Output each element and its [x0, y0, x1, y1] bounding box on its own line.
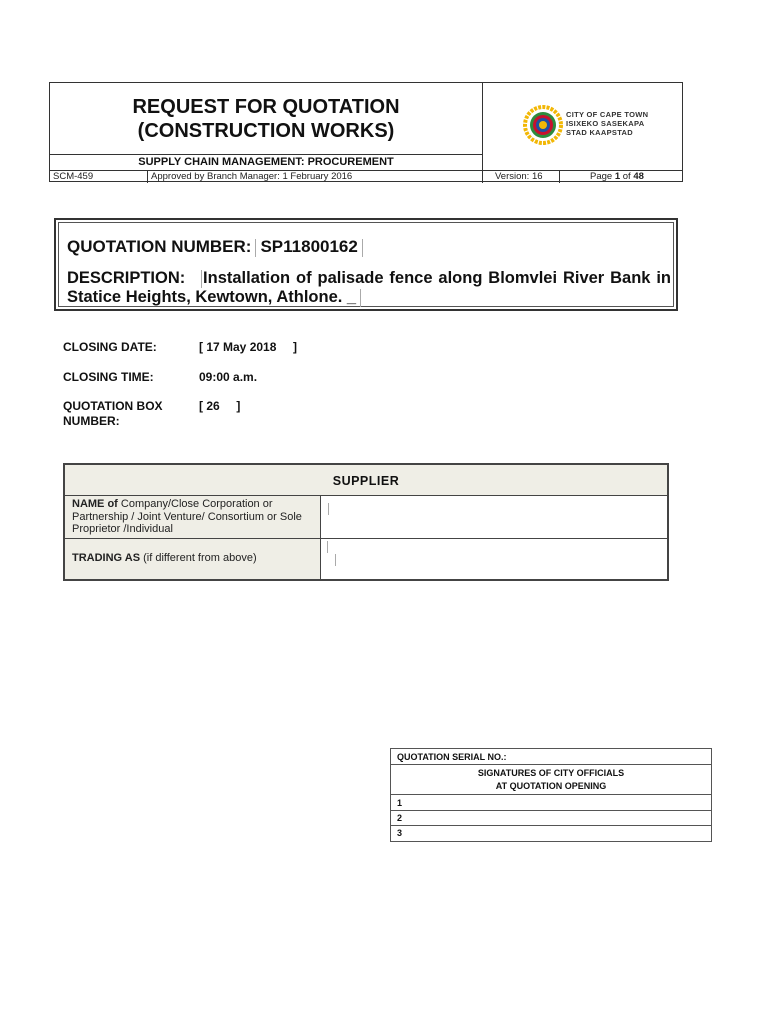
logo-line-1: CITY OF CAPE TOWN — [566, 110, 649, 119]
supplier-name-label: NAME of Company/Close Corporation or Partnership / Joint Venture/ Consortium or Sole Proprietor /Individual — [65, 496, 321, 538]
quotation-box-value[interactable]: [ 26 ] — [199, 399, 241, 413]
signature-row[interactable]: 3 — [397, 828, 403, 838]
logo-text — [566, 110, 648, 137]
title-line-1: REQUEST FOR QUOTATION — [132, 96, 400, 118]
city-logo-icon — [523, 105, 563, 145]
description-label: DESCRIPTION: — [67, 269, 186, 287]
trading-as-label: TRADING AS (if different from above) — [65, 539, 321, 579]
meta-row — [50, 170, 682, 183]
quotation-number — [67, 237, 367, 257]
supplier-table — [63, 463, 669, 581]
form-code: SCM-459 — [50, 171, 148, 183]
quotation-number-field[interactable]: SP11800162 — [260, 237, 358, 256]
title-line-2: (CONSTRUCTION WORKS) — [137, 120, 395, 142]
quotation-box — [54, 218, 678, 311]
closing-time-value[interactable]: 09:00 a.m. — [199, 370, 258, 384]
description-field[interactable]: Installation of palisade fence along Blomvlei River Bank in Statice Heights, Kewtown, Athlone. _ — [67, 269, 672, 306]
logo-line-2: ISIXEKO SASEKAPA — [566, 119, 645, 128]
closing-time-label: CLOSING TIME: — [63, 370, 154, 384]
subtitle: SUPPLY CHAIN MANAGEMENT: PROCUREMENT — [50, 154, 483, 170]
description — [67, 269, 671, 307]
title-cell — [50, 83, 483, 154]
logo-line-3: STAD KAAPSTAD — [566, 128, 633, 137]
supplier-name-row — [65, 496, 667, 539]
form-header — [49, 82, 683, 182]
signature-row[interactable]: 1 — [391, 795, 711, 811]
trading-as-field[interactable] — [322, 539, 667, 579]
closing-date-value[interactable]: [ 17 May 2018 ] — [199, 340, 298, 354]
closing-date-label: CLOSING DATE: — [63, 340, 157, 354]
approval-text: Approved by Branch Manager: 1 February 2016 — [148, 171, 483, 183]
version: Version: 16 — [483, 171, 560, 183]
quotation-box-label: QUOTATION BOX NUMBER: — [63, 399, 163, 428]
trading-as-row — [65, 539, 667, 579]
supplier-heading: SUPPLIER — [65, 465, 667, 496]
quotation-number-label: QUOTATION NUMBER: — [67, 237, 252, 256]
logo-cell — [483, 83, 682, 170]
serial-table — [390, 748, 712, 842]
signatures-heading: SIGNATURES OF CITY OFFICIALS AT QUOTATION OPENING — [391, 765, 711, 795]
signature-row[interactable]: 2 — [391, 811, 711, 826]
supplier-name-field[interactable] — [322, 496, 667, 538]
page-indicator: Page 1 of 48 — [590, 171, 644, 182]
serial-number-label: QUOTATION SERIAL NO.: — [391, 749, 711, 765]
